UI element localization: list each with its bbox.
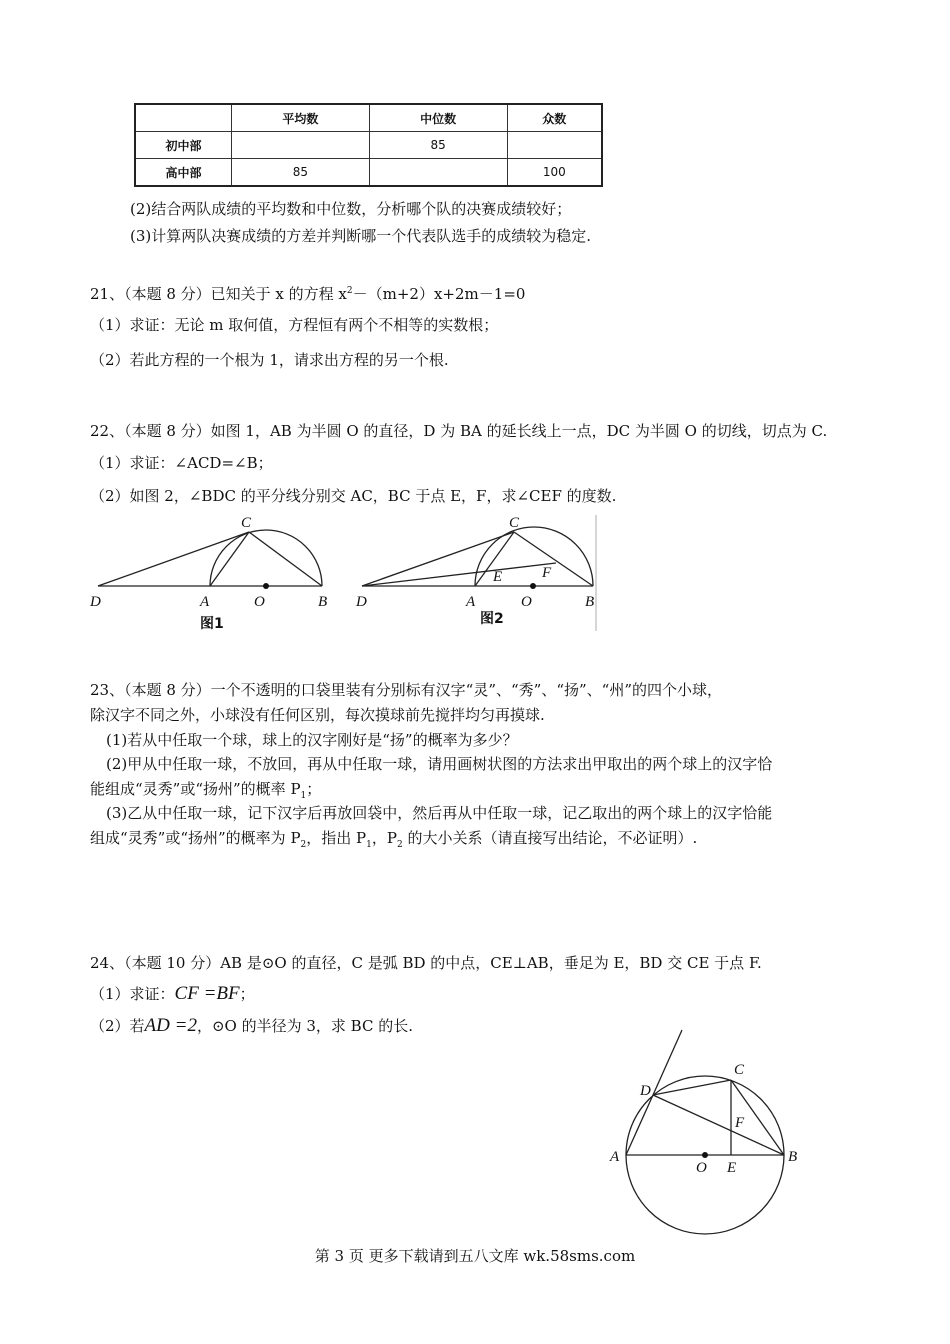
label-a: A (200, 594, 210, 610)
label-a: A (466, 594, 476, 610)
table-cell: 85 (369, 132, 507, 159)
figure-2-caption: 图2 (480, 611, 504, 627)
q22-figure-2 (362, 515, 596, 631)
q23-p3b-e: ，P (371, 829, 397, 847)
q23-stem-1: 23、（本题 8 分）一个不透明的口袋里装有分别标有汉字“灵”、“秀”、“扬”、“州”的四个小球， (90, 681, 723, 699)
q24-p1-math: CF =BF (174, 983, 240, 1004)
table-row (135, 159, 602, 187)
center-dot (263, 583, 269, 589)
label-f: F (735, 1115, 745, 1131)
q21-stem (90, 283, 525, 304)
q22-figure-1 (98, 530, 322, 586)
figure-1-caption: 图1 (200, 616, 224, 632)
table-header-cell: 中位数 (369, 104, 507, 132)
q23-part1: (1)若从中任取一个球，球上的汉字刚好是“扬”的概率为多少？ (106, 731, 518, 749)
table-cell (369, 159, 507, 187)
label-o: O (696, 1160, 707, 1176)
q23-p2b-sub: 1 (300, 791, 307, 801)
table-cell: 高中部 (135, 159, 232, 187)
q21-sup: 2 (346, 286, 353, 296)
q23-p3b-g: 的大小关系（请直接写出结论，不必证明）. (402, 829, 698, 847)
q24-part1 (90, 983, 255, 1005)
label-d: D (356, 594, 367, 610)
center-dot (702, 1152, 708, 1158)
q23-stem-2: 除汉字不同之外，小球没有任何区别，每次摸球前先搅拌均匀再摸球. (90, 706, 545, 724)
label-f: F (542, 565, 552, 581)
label-d: D (90, 594, 101, 610)
table-cell: 初中部 (135, 132, 232, 159)
label-b: B (585, 594, 595, 610)
table-header-cell: 平均数 (232, 104, 370, 132)
table-cell: 85 (232, 159, 370, 187)
table-cell: 100 (507, 159, 602, 187)
q21-stem-b: －（m+2）x+2m－1=0 (352, 285, 526, 303)
q23-p3b-sub3: 2 (396, 840, 403, 850)
label-c: C (734, 1062, 745, 1078)
q22-part2: （2）如图 2，∠BDC 的平分线分别交 AC，BC 于点 E，F，求∠CEF 的度数. (90, 487, 617, 505)
q23-part3-line2 (90, 827, 697, 850)
label-e: E (727, 1160, 737, 1176)
q23-p2b-c: ； (306, 780, 322, 798)
page-footer: 第 3 页 更多下载请到五八文库 wk.58sms.com (314, 1247, 636, 1265)
table-row (135, 132, 602, 159)
table-cell (232, 132, 370, 159)
table-header-row (135, 104, 602, 132)
q24-p1-prefix: （1）求证： (90, 985, 175, 1003)
q22-figures (0, 505, 950, 635)
q24-p1-suffix: ； (239, 985, 255, 1003)
q24-p2-suffix: ，⊙O 的半径为 3，求 BC 的长. (196, 1017, 413, 1035)
q21-part2: （2）若此方程的一个根为 1，请求出方程的另一个根. (90, 351, 449, 369)
q24-figure (600, 1020, 820, 1240)
table-header-cell (135, 104, 232, 132)
q20-part3: (3)计算两队决赛成绩的方差并判断哪一个代表队选手的成绩较为稳定. (130, 227, 592, 245)
q22-stem: 22、（本题 8 分）如图 1，AB 为半圆 O 的直径，D 为 BA 的延长线上一点，DC 为半圆 O 的切线，切点为 C. (90, 422, 828, 440)
q23-part2-line2 (90, 778, 321, 801)
label-c: C (241, 515, 252, 531)
q23-part2-line1: (2)甲从中任取一球，不放回，再从中任取一球，请用画树状图的方法求出甲取出的两个球上的汉字恰 (106, 755, 773, 773)
label-b: B (318, 594, 328, 610)
q21-part1: （1）求证：无论 m 取何值，方程恒有两个不相等的实数根； (90, 316, 499, 334)
q23-p2b-a: 能组成“灵秀”或“扬州”的概率 P (90, 780, 301, 798)
q23-p3b-sub2: 1 (366, 840, 372, 850)
q24-p2-prefix: （2）若 (90, 1017, 145, 1035)
center-dot (530, 583, 536, 589)
q24-part2 (90, 1015, 413, 1037)
q23-part3-line1: (3)乙从中任取一球，记下汉字后再放回袋中，然后再从中任取一球，记乙取出的两个球上的汉字恰能 (106, 804, 773, 822)
q23-p3b-c: ，指出 P (306, 829, 367, 847)
q20-part2: (2)结合两队成绩的平均数和中位数，分析哪个队的决赛成绩较好； (130, 200, 572, 218)
q24-stem: 24、（本题 10 分）AB 是⊙O 的直径，C 是弧 BD 的中点，CE⊥AB，垂足为 E，BD 交 CE 于点 F. (90, 954, 762, 972)
label-o: O (254, 594, 265, 610)
q23-p3b-a: 组成“灵秀”或“扬州”的概率为 P (90, 829, 301, 847)
table-header-cell: 众数 (507, 104, 602, 132)
label-b: B (788, 1149, 798, 1165)
label-o: O (521, 594, 532, 610)
q22-part1: （1）求证：∠ACD=∠B； (90, 454, 273, 472)
score-table (134, 103, 603, 187)
q21-stem-a: 21、（本题 8 分）已知关于 x 的方程 x (90, 285, 347, 303)
q24-p2-math: AD =2 (144, 1015, 197, 1036)
table-cell (507, 132, 602, 159)
q23-p3b-sub1: 2 (300, 840, 307, 850)
label-c: C (509, 515, 520, 531)
label-d: D (640, 1083, 651, 1099)
label-e: E (493, 569, 503, 585)
label-a: A (610, 1149, 620, 1165)
